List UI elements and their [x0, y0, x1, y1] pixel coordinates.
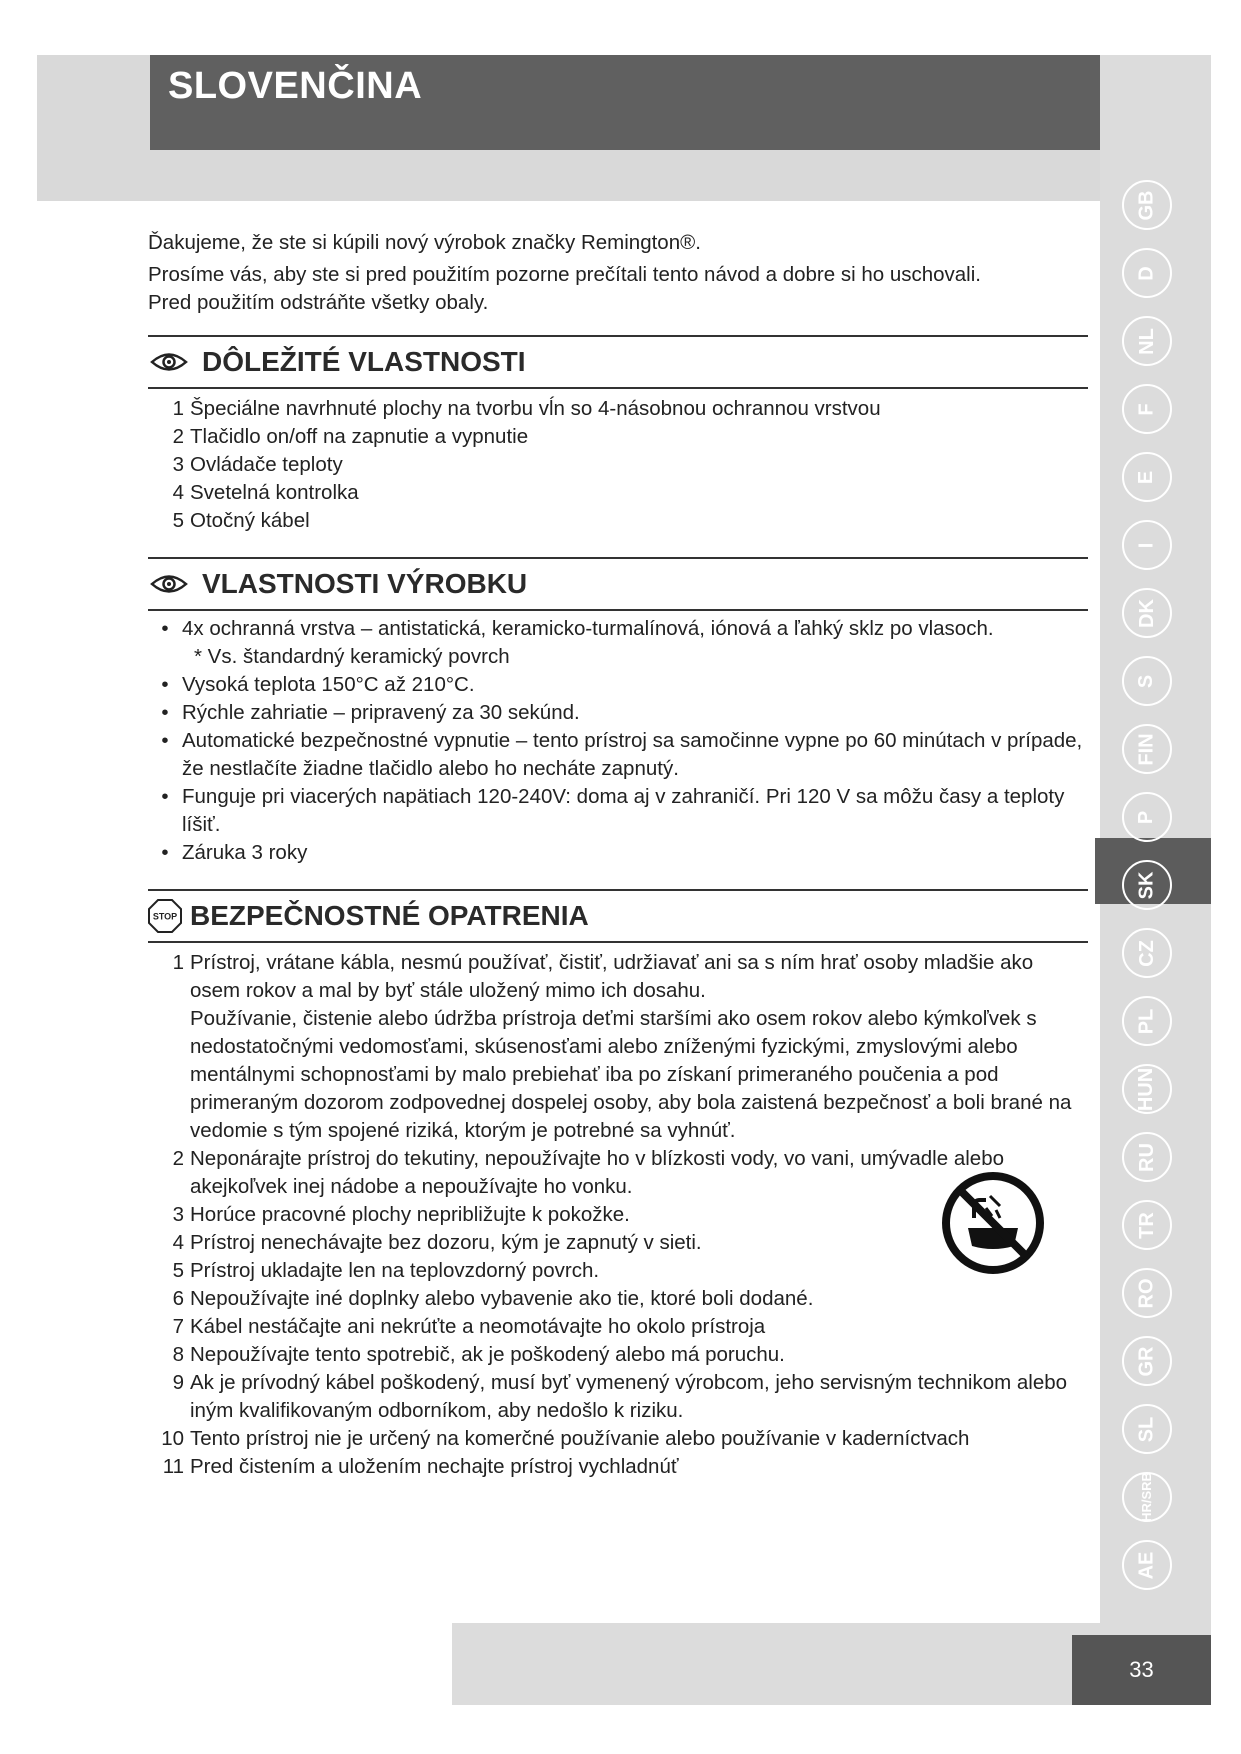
language-code: E: [1135, 470, 1158, 484]
item-number: 5: [172, 509, 184, 532]
list-item-text: Špeciálne navrhnuté plochy na tvorbu vĺn so 4-násobnou ochrannou vrstvou: [190, 397, 881, 420]
eye-icon: [150, 573, 188, 595]
list-item: [148, 949, 1088, 1145]
language-code: GB: [1135, 190, 1158, 220]
list-item-text: Horúce pracovné plochy nepribližujte k pokožke.: [190, 1203, 630, 1226]
list-item-text: Nepoužívajte tento spotrebič, ak je poškodený alebo má poruchu.: [190, 1343, 785, 1366]
list-item: [148, 1369, 1088, 1425]
language-tab[interactable]: [1122, 452, 1172, 502]
language-tab[interactable]: [1122, 316, 1172, 366]
language-code: HUN: [1135, 1067, 1158, 1111]
item-paragraph: Prístroj, vrátane kábla, nesmú používať, čistiť, udržiavať ani sa s ním hrať osoby mladšie ako osem rokov a mal by byť stále uložený mimo ich dosahu.: [190, 951, 1034, 1002]
language-code: RO: [1135, 1278, 1158, 1308]
list-item-text: Tlačidlo on/off na zapnutie a vypnutie: [190, 425, 529, 448]
item-number: 8: [172, 1343, 184, 1366]
language-code: NL: [1135, 327, 1158, 355]
features-section: [148, 335, 1088, 535]
list-item: [148, 1425, 1088, 1453]
language-tab[interactable]: [1122, 1336, 1172, 1386]
product-section: [148, 557, 1088, 867]
item-number: 2: [172, 425, 184, 448]
language-code: RU: [1135, 1142, 1158, 1172]
list-item-text: Funguje pri viacerých napätiach 120-240V: doma aj v zahraničí. Pri 120 V sa môžu časy a teploty líšiť.: [182, 785, 1065, 836]
section-header: [148, 557, 1088, 611]
list-item-text: Tento prístroj nie je určený na komerčné používanie alebo používanie v kaderníctvach: [190, 1427, 970, 1450]
language-tab[interactable]: [1122, 180, 1172, 230]
item-number: 9: [172, 1371, 184, 1394]
list-item-text: Svetelná kontrolka: [190, 481, 359, 504]
item-number: 11: [162, 1455, 184, 1478]
note: [148, 643, 1088, 671]
section-title: VLASTNOSTI VÝROBKU: [202, 568, 528, 599]
list-item-text: Nepoužívajte iné doplnky alebo vybavenie ako tie, ktoré boli dodané.: [190, 1287, 814, 1310]
item-number: 3: [172, 1203, 184, 1226]
language-tab[interactable]: [1122, 996, 1172, 1046]
section-header: [148, 889, 1088, 943]
list-item: [148, 423, 1088, 451]
language-code: GR: [1135, 1346, 1158, 1376]
language-tab[interactable]: [1122, 248, 1172, 298]
list-item: [148, 783, 1088, 839]
language-tab[interactable]: [1122, 860, 1172, 910]
item-paragraph: Používanie, čistenie alebo údržba prístroja deťmi staršími ako osem rokov alebo kýmkoľvek s nedostatočnými vedomosťami, skúsenosťami alebo zníženými fyzickými, zmyslovými alebo mentálnymi schopnosťami by malo prebiehať iba po získaní primeraného poučenia a pod primeraným dozorom zodpovednej dospelej osoby, aby bola zaistená bezpečnosť a boli brané na vedomie s tým spojené riziká, ktorým je potrebné sa vyhnúť.: [190, 1007, 1072, 1142]
bullet: •: [161, 841, 169, 864]
language-code: TR: [1135, 1211, 1158, 1239]
list-item-text: Rýchle zahriatie – pripravený za 30 sekúnd.: [182, 701, 580, 724]
manual-content: [148, 229, 1088, 1481]
item-number: 3: [172, 453, 184, 476]
language-code: AE: [1135, 1551, 1158, 1579]
features-list: [148, 395, 1088, 535]
list-item: [148, 839, 1088, 867]
language-code: SL: [1135, 1416, 1158, 1442]
language-code: D: [1135, 265, 1158, 281]
list-item: [148, 395, 1088, 423]
section-title: BEZPEČNOSTNÉ OPATRENIA: [190, 900, 589, 931]
language-tab[interactable]: [1122, 1540, 1172, 1590]
language-tab[interactable]: [1122, 724, 1172, 774]
list-item: [148, 671, 1088, 699]
list-item: [148, 507, 1088, 535]
language-code: FIN: [1135, 732, 1158, 766]
section-header: [148, 335, 1088, 389]
item-number: 4: [172, 481, 184, 504]
language-code: HR/SRB: [1139, 1472, 1154, 1522]
language-code: DK: [1135, 598, 1158, 628]
list-item-text: Otočný kábel: [190, 509, 310, 532]
language-code: F: [1135, 402, 1158, 416]
bullet: •: [161, 617, 169, 640]
language-code: S: [1135, 674, 1158, 688]
list-item-text: Prístroj nenechávajte bez dozoru, kým je zapnutý v sieti.: [190, 1231, 702, 1254]
item-number: 5: [172, 1259, 184, 1282]
list-item: [148, 727, 1088, 783]
intro: [148, 229, 1088, 317]
list-item-text: 4x ochranná vrstva – antistatická, keramicko-turmalínová, iónová a ľahký sklz po vlasoch.: [182, 617, 994, 640]
item-number: 1: [172, 397, 184, 420]
list-item-text: Vysoká teplota 150°C až 210°C.: [182, 673, 475, 696]
language-tab[interactable]: [1122, 520, 1172, 570]
intro-line: Pred použitím odstráňte všetky obaly.: [148, 291, 489, 314]
intro-line: Ďakujeme, že ste si kúpili nový výrobok značky Remington®.: [148, 231, 701, 254]
language-tab[interactable]: [1122, 1268, 1172, 1318]
language-code: SK: [1135, 871, 1158, 899]
list-item-text: Automatické bezpečnostné vypnutie – tento prístroj sa samočinne vypne po 60 minútach v prípade, že nestlačíte žiadne tlačidlo alebo ho necháte zapnutý.: [182, 729, 1083, 780]
item-number: 2: [172, 1147, 184, 1170]
bullet: •: [161, 729, 169, 752]
language-tab[interactable]: [1122, 1064, 1172, 1114]
stop-icon: [148, 899, 182, 933]
intro-line: Prosíme vás, aby ste si pred použitím pozorne prečítali tento návod a dobre si ho uschovali.: [148, 263, 981, 286]
list-item: [148, 1285, 1088, 1313]
page-title: SLOVENČINA: [168, 65, 423, 107]
note-text: * Vs. štandardný keramický povrch: [194, 645, 510, 668]
list-item-text: Pred čistením a uložením nechajte prístroj vychladnúť: [190, 1455, 679, 1478]
language-tab[interactable]: [1122, 1132, 1172, 1182]
list-item: [148, 699, 1088, 727]
language-tab[interactable]: [1122, 588, 1172, 638]
language-tab[interactable]: [1122, 384, 1172, 434]
language-tab[interactable]: [1122, 792, 1172, 842]
list-item: [148, 1341, 1088, 1369]
language-code: I: [1135, 542, 1158, 548]
language-code: CZ: [1135, 939, 1158, 967]
eye-icon: [150, 351, 188, 373]
language-tab[interactable]: [1122, 928, 1172, 978]
list-item-text: Kábel nestáčajte ani nekrúťte a neomotávajte ho okolo prístroja: [190, 1315, 766, 1338]
svg-text:STOP: STOP: [152, 911, 178, 922]
bullet: •: [161, 673, 169, 696]
bullet: •: [161, 701, 169, 724]
list-item-text: Záruka 3 roky: [182, 841, 308, 864]
list-item: [148, 1313, 1088, 1341]
bullet: •: [161, 785, 169, 808]
list-item-text: Ovládače teploty: [190, 453, 343, 476]
list-item-text: Neponárajte prístroj do tekutiny, nepoužívajte ho v blízkosti vody, vo vani, umývadle alebo akejkoľvek inej nádobe a nepoužívajte ho vonku.: [190, 1147, 1004, 1198]
item-number: 6: [172, 1287, 184, 1310]
section-title: DÔLEŽITÉ VLASTNOSTI: [202, 346, 526, 377]
language-tab[interactable]: [1122, 656, 1172, 706]
language-code: PL: [1135, 1008, 1158, 1034]
list-item-text: Prístroj ukladajte len na teplovzdorný povrch.: [190, 1259, 600, 1282]
list-item: [148, 479, 1088, 507]
language-tab[interactable]: [1122, 1404, 1172, 1454]
item-number: 1: [172, 951, 184, 974]
language-tab[interactable]: [1122, 1472, 1172, 1522]
title-bar: [150, 55, 1100, 150]
list-item: [148, 615, 1088, 643]
item-number: 4: [172, 1231, 184, 1254]
list-item-text: Ak je prívodný kábel poškodený, musí byť vymenený výrobcom, jeho servisným technikom alebo iným kvalifikovaným odborníkom, aby nedošlo k riziku.: [190, 1371, 1068, 1422]
product-list: [148, 615, 1088, 867]
list-item: [148, 451, 1088, 479]
no-bath-warning-icon: [940, 1170, 1046, 1276]
list-item-text: [190, 949, 1088, 1145]
list-item: [148, 1453, 1088, 1481]
language-code: P: [1135, 810, 1158, 824]
item-number: 7: [172, 1315, 184, 1338]
item-number: 10: [161, 1427, 184, 1450]
page-number: 33: [1072, 1635, 1211, 1705]
language-tab[interactable]: [1122, 1200, 1172, 1250]
